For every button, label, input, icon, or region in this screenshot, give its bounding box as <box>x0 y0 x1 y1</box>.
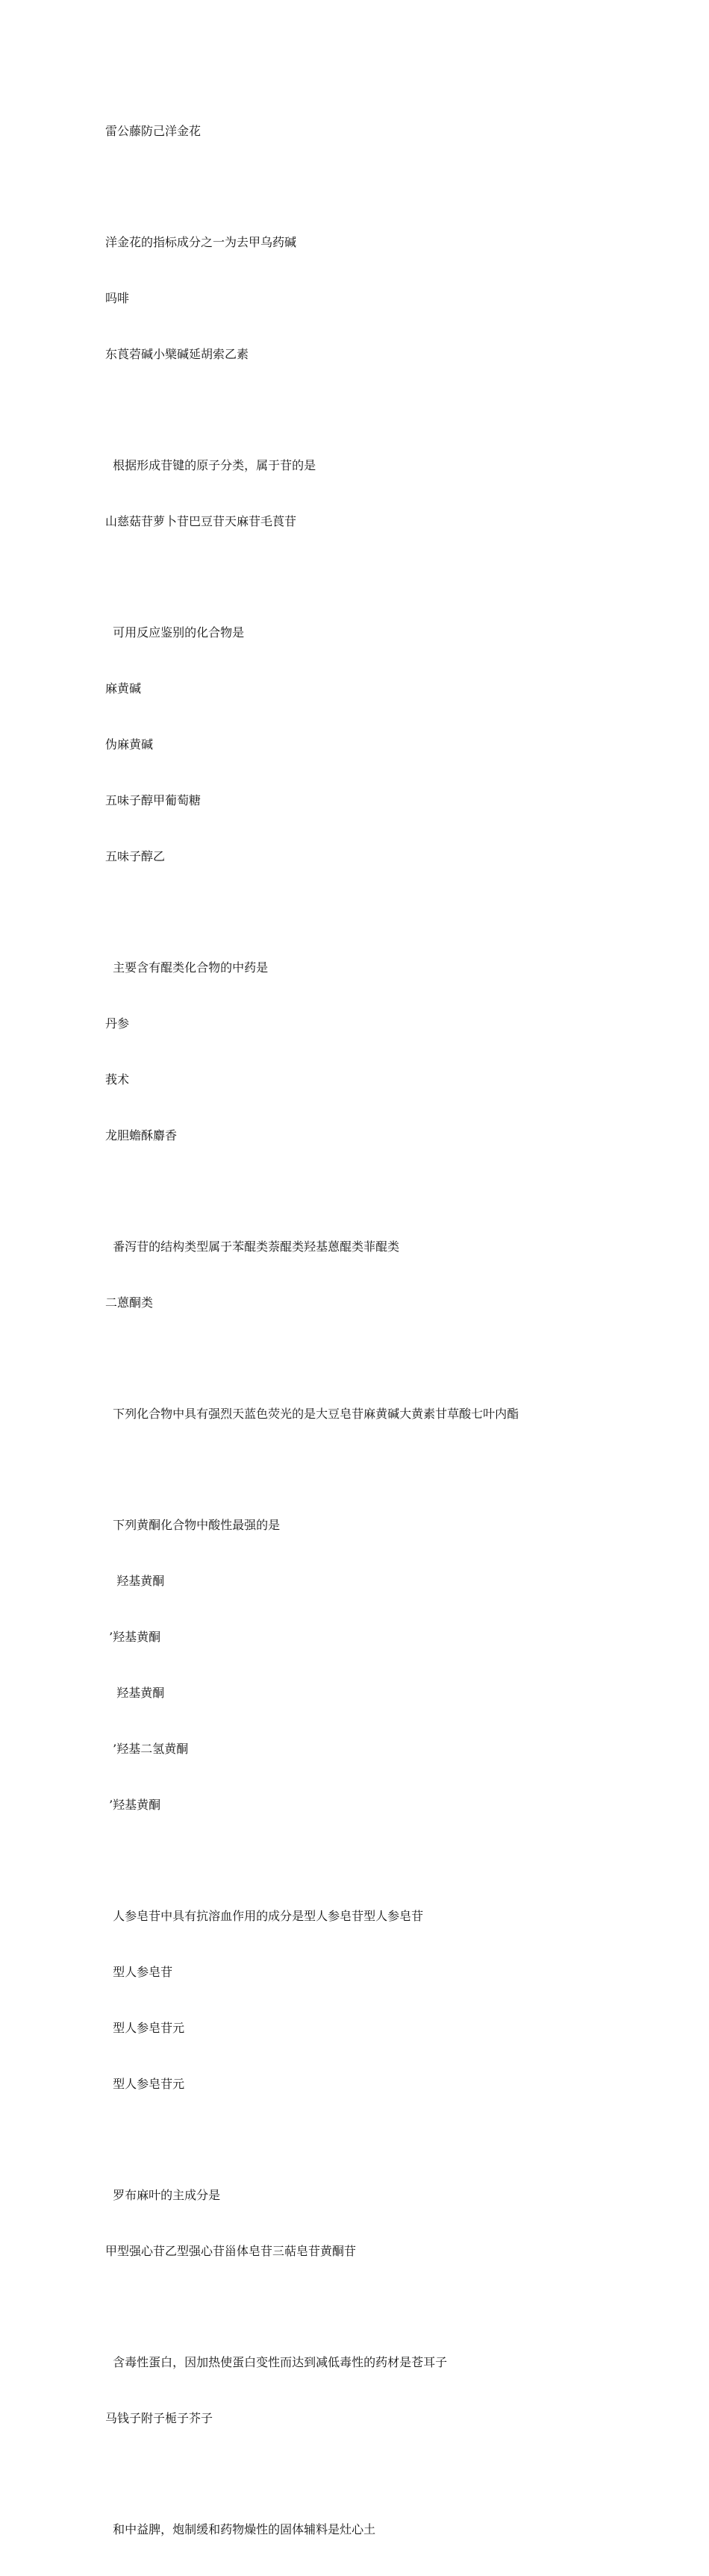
text-line: 型人参皂苷 <box>105 1965 173 1979</box>
text-line: 麻黄碱 <box>105 681 142 695</box>
blank-line <box>105 1851 672 1869</box>
blank-line <box>105 2298 672 2316</box>
blank-line <box>105 401 672 419</box>
text-line: 二蒽酮类 <box>105 1295 154 1310</box>
text-line: 下列化合物中具有强烈天蓝色荧光的是大豆皂苷麻黄碱大黄素甘草酸七叶内酯 <box>105 1407 519 1421</box>
text-line: 羟基黄酮 <box>105 1686 165 1700</box>
text-line: ’羟基黄酮 <box>105 1630 161 1644</box>
blank-line <box>105 568 672 586</box>
text-line: ’羟基黄酮 <box>105 1798 161 1812</box>
text-line: 龙胆蟾酥麝香 <box>105 1128 178 1142</box>
blank-line <box>105 903 672 921</box>
text-line: 型人参皂苷元 <box>105 2077 185 2091</box>
text-line: 甲型强心苷乙型强心苷甾体皂苷三萜皂苷黄酮苷 <box>105 2244 357 2258</box>
text-line: 型人参皂苷元 <box>105 2021 185 2035</box>
document-body <box>105 84 672 2576</box>
text-line: 丹参 <box>105 1016 130 1031</box>
blank-line <box>105 1182 672 1200</box>
blank-line <box>105 2465 672 2483</box>
text-line: 五味子醇乙 <box>105 849 166 863</box>
text-line: 东莨菪碱小檗碱延胡索乙素 <box>105 347 249 361</box>
text-line: 含毒性蛋白，因加热使蛋白变性而达到减低毒性的药材是苍耳子 <box>105 2355 448 2369</box>
text-line: 根据形成苷键的原子分类，属于苷的是 <box>105 458 316 472</box>
text-line: 莪术 <box>105 1072 130 1087</box>
text-line: 马钱子附子栀子芥子 <box>105 2411 213 2425</box>
blank-line <box>105 1460 672 1478</box>
text-line: 洋金花的指标成分之一为去甲乌药碱 <box>105 235 297 249</box>
blank-line <box>105 2130 672 2148</box>
text-line: 和中益脾，炮制缓和药物燥性的固体辅料是灶心土 <box>105 2522 376 2536</box>
text-line: 伪麻黄碱 <box>105 737 154 751</box>
text-line: 山慈菇苷萝卜苷巴豆苷天麻苷毛莨苷 <box>105 514 297 528</box>
text-line: 羟基黄酮 <box>105 1574 165 1588</box>
text-line: ’羟基二氢黄酮 <box>105 1742 189 1756</box>
text-line: 主要含有醌类化合物的中药是 <box>105 960 269 975</box>
blank-line <box>105 1349 672 1367</box>
text-line: 番泻苷的结构类型属于苯醌类萘醌类羟基蒽醌类菲醌类 <box>105 1239 400 1254</box>
text-line: 雷公藤防己洋金花 <box>105 124 202 138</box>
text-line: 可用反应鉴别的化合物是 <box>105 625 245 640</box>
blank-line <box>105 178 672 196</box>
text-line: 吗啡 <box>105 291 130 305</box>
text-line: 五味子醇甲葡萄糖 <box>105 793 202 807</box>
text-line: 罗布麻叶的主成分是 <box>105 2188 221 2202</box>
text-line: 人参皂苷中具有抗溶血作用的成分是型人参皂苷型人参皂苷 <box>105 1909 424 1923</box>
text-line: 下列黄酮化合物中酸性最强的是 <box>105 1518 281 1532</box>
